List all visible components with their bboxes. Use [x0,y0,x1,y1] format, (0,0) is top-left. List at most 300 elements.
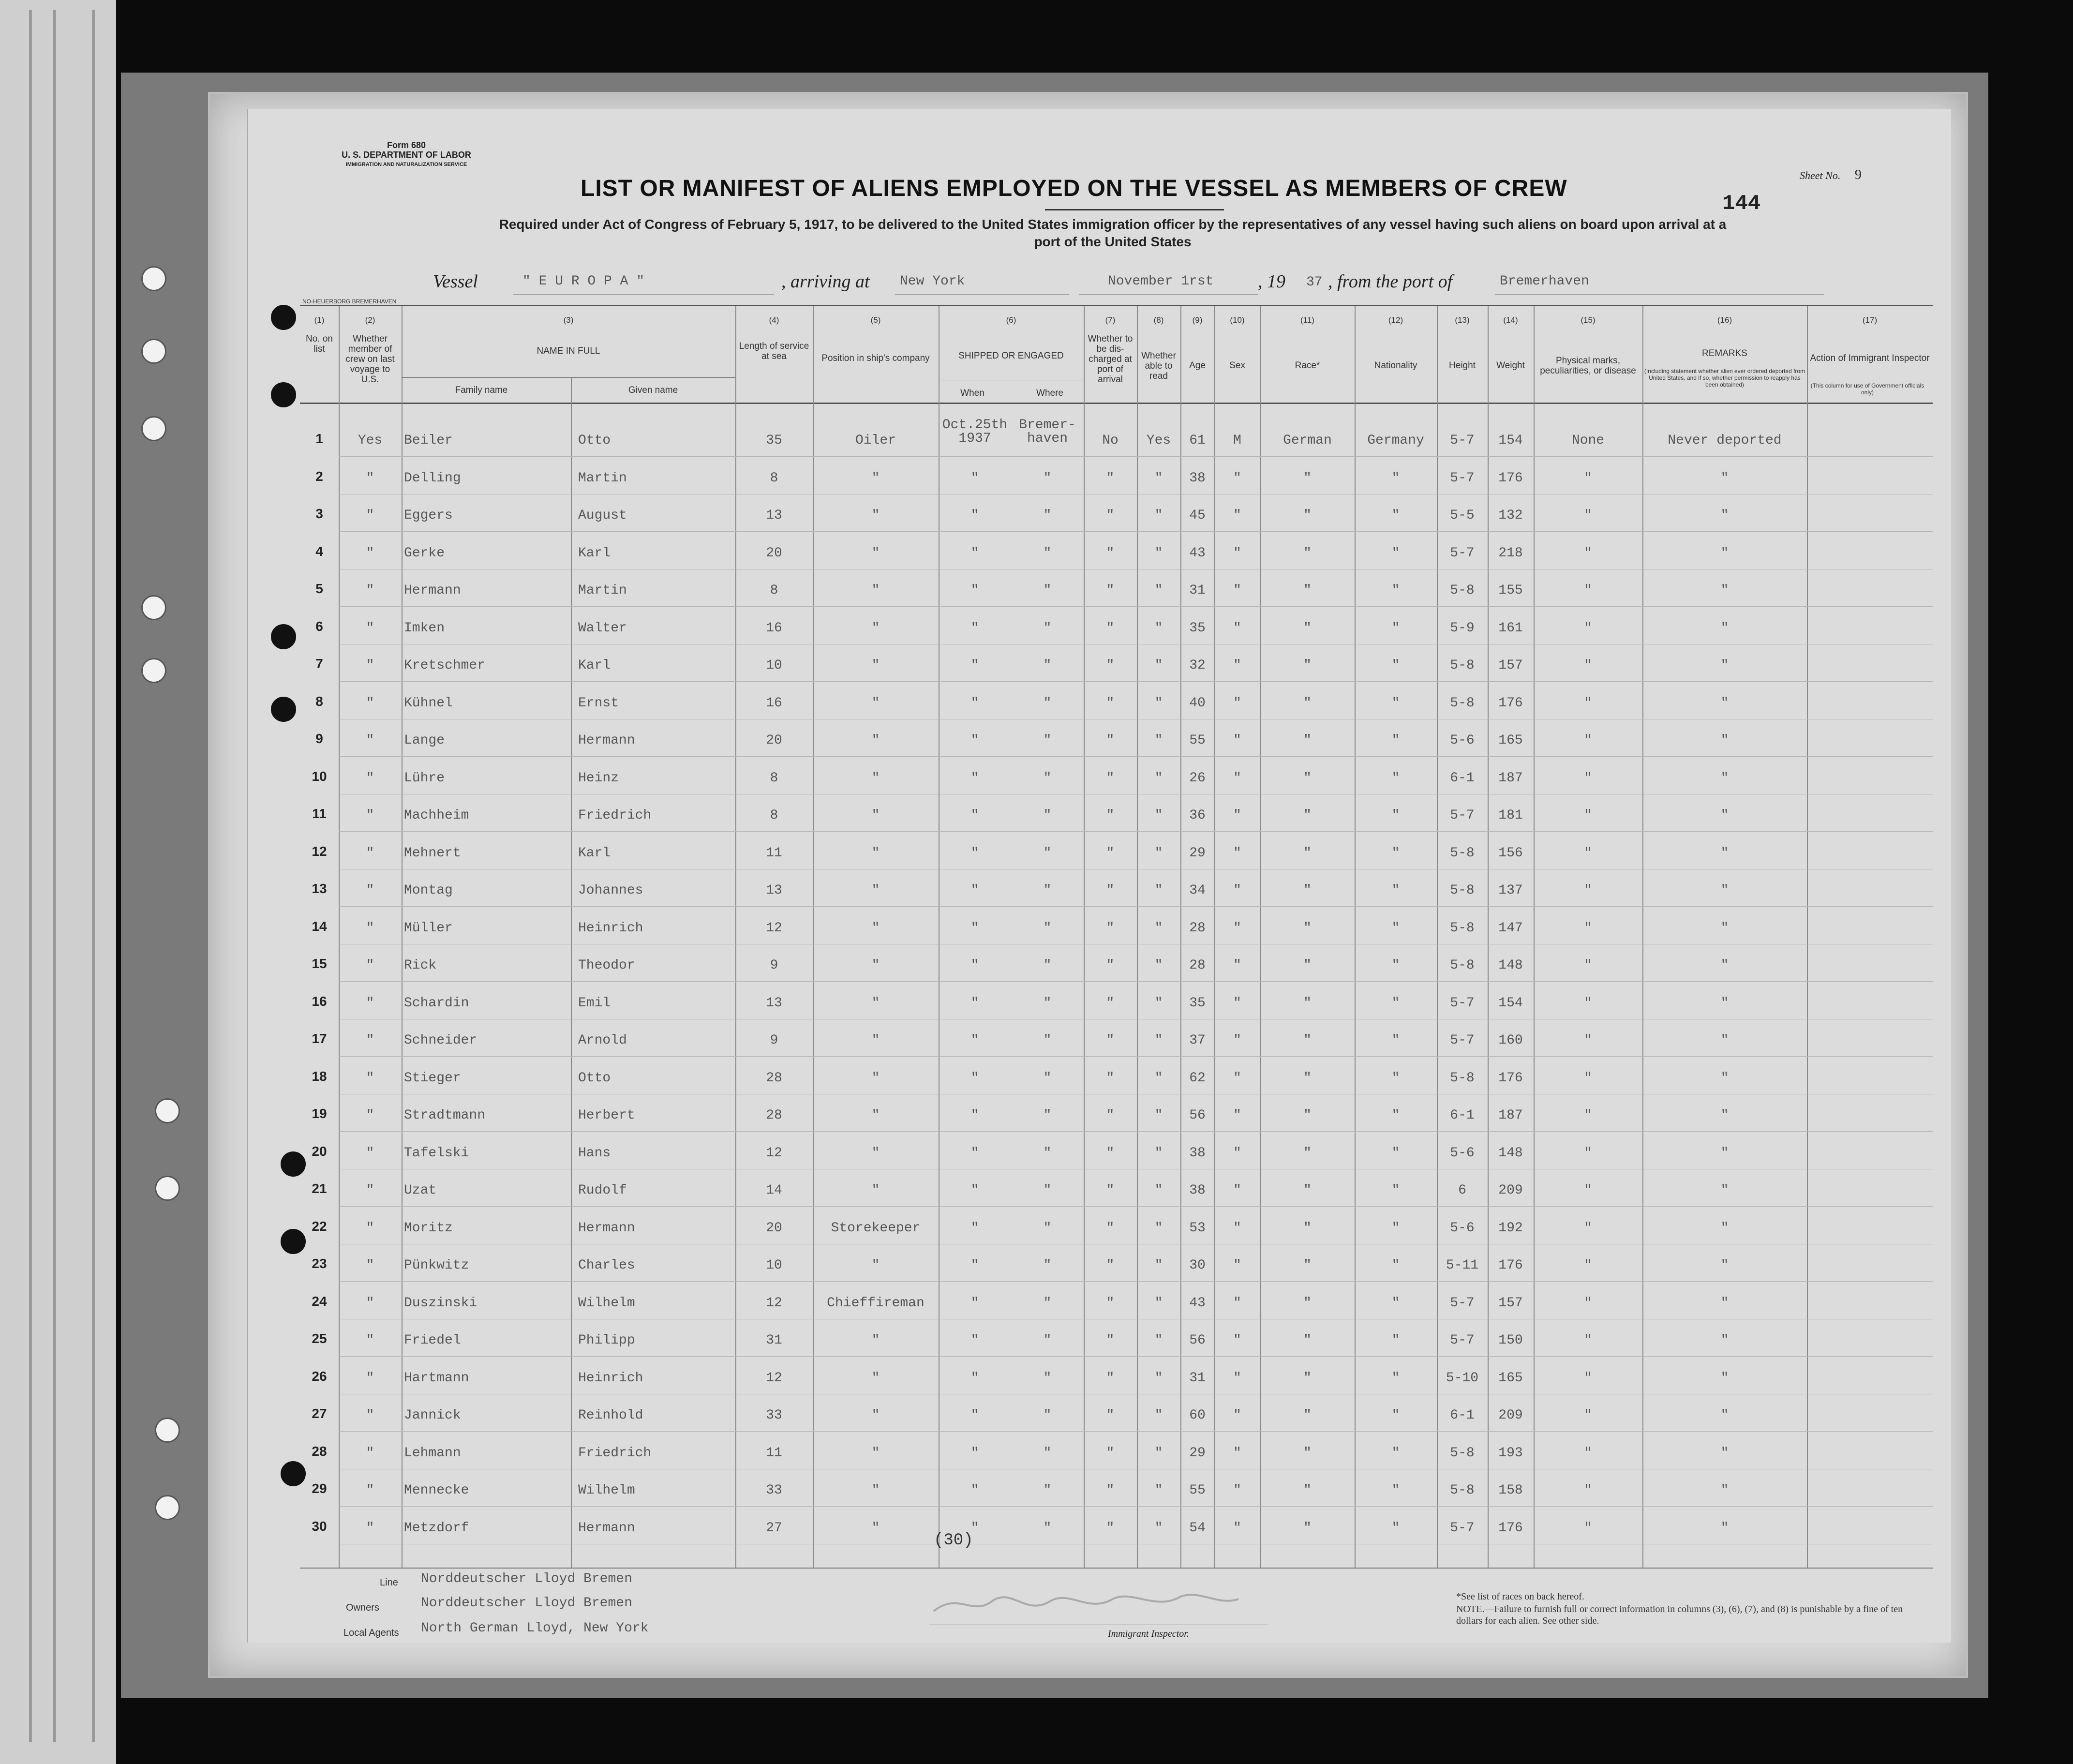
cell-age: 56 [1189,1333,1206,1348]
cell-marks: " [1584,1108,1592,1123]
cell-race: " [1303,883,1312,898]
cell-sex: " [1233,1370,1241,1386]
cell-weight: 155 [1498,583,1523,598]
cell-family: Friedel [404,1333,461,1348]
cell-remarks: " [1720,1483,1729,1498]
cell-where: " [1043,658,1052,673]
cell-marks: " [1584,883,1592,898]
cell-height: 5-7 [1450,545,1475,561]
cell-family: Eggers [404,508,453,523]
cell-crew: " [366,958,374,973]
cell-crew: " [366,1408,374,1423]
cell-race: " [1303,1370,1312,1386]
cell-service: 33 [766,1408,782,1423]
departure-port: Bremerhaven [1500,274,1589,289]
cell-when: " [970,1520,979,1536]
binder-hole [141,416,166,441]
cell-where: " [1043,1258,1052,1273]
arrival-port: New York [900,274,965,289]
cell-family: Stradtmann [404,1108,486,1123]
column-number: (3) [563,315,574,325]
subtitle-line: port of the United States [1034,234,1192,249]
cell-position: " [871,1145,880,1161]
cell-where: " [1043,620,1052,636]
row-number: 24 [312,1293,327,1309]
line-label: Line [380,1577,398,1588]
cell-age: 34 [1189,883,1206,898]
cell-nationality: " [1391,1220,1400,1236]
cell-position: " [871,1070,880,1086]
cell-weight: 209 [1498,1183,1523,1198]
row-number: 11 [312,806,327,821]
cell-weight: 218 [1498,545,1523,561]
cell-marks: " [1584,695,1592,711]
cell-crew: " [366,1295,374,1311]
column-number: (17) [1862,315,1878,325]
cell-remarks: " [1720,1258,1729,1273]
cell-service: 8 [770,470,778,486]
cell-remarks: " [1720,1145,1729,1161]
cell-crew: " [366,545,374,561]
cell-where: " [1043,508,1052,523]
cell-nationality: " [1391,1295,1400,1311]
cell-crew: " [366,1108,374,1123]
cell-when: " [970,1295,979,1311]
column-header: Whether to be dis-charged at port of arrival [1088,334,1133,385]
row-rule [339,1356,1933,1357]
from-port-label: , from the port of [1328,271,1453,292]
row-number: 12 [312,843,327,859]
cell-remarks: " [1720,1033,1729,1048]
owners-value: Norddeutscher Lloyd Bremen [421,1596,632,1611]
cell-position: " [871,845,880,861]
service-name: IMMIGRATION AND NATURALIZATION SERVICE [345,162,467,167]
cell-position: " [871,545,880,561]
binder-hole [155,1176,180,1201]
cell-nationality: " [1391,770,1400,786]
cell-race: " [1303,1108,1312,1123]
cell-height: 5-6 [1450,1220,1475,1236]
cell-marks: " [1584,1333,1592,1348]
cell-age: 40 [1189,695,1206,711]
cell-service: 20 [766,733,782,748]
cell-position: " [871,620,880,636]
cell-position: " [871,470,880,486]
cell-where: " [1043,808,1052,823]
cell-discharged: " [1106,1258,1115,1273]
row-number: 9 [315,731,323,746]
row-number: 15 [312,956,327,971]
cell-where: " [1043,920,1052,936]
cell-race: " [1303,1483,1312,1498]
cell-position: " [871,695,880,711]
cell-discharged: " [1106,1408,1115,1423]
cell-remarks: " [1720,920,1729,936]
cell-nationality: " [1391,620,1400,636]
cell-weight: 157 [1498,658,1523,673]
cell-height: 5-8 [1450,883,1475,898]
cell-where: " [1043,1033,1052,1048]
cell-race: " [1303,695,1312,711]
column-header: SHIPPED OR ENGAGED [958,351,1064,361]
cell-given: Philipp [578,1333,635,1348]
cell-given: Martin [578,470,627,486]
cell-crew: " [366,695,374,711]
cell-crew: " [366,808,374,823]
row-rule [339,1206,1933,1207]
cell-where: " [1043,995,1052,1011]
cell-discharged: " [1106,770,1115,786]
cell-age: 54 [1189,1520,1206,1536]
cell-crew: " [366,770,374,786]
cell-where: " [1043,1445,1052,1461]
cell-where: " [1043,1220,1052,1236]
shipped-when-header: When [960,388,984,398]
cell-marks: " [1584,845,1592,861]
cell-when: " [970,1070,979,1086]
cell-service: 13 [766,508,782,523]
cell-height: 5-8 [1450,1445,1475,1461]
cell-height: 5-10 [1446,1370,1479,1386]
cell-where: " [1043,1183,1052,1198]
cell-crew: Yes [358,433,383,448]
cell-remarks: " [1720,1408,1729,1423]
cell-remarks: " [1720,1520,1729,1536]
line-value: Norddeutscher Lloyd Bremen [421,1571,632,1586]
cell-remarks: " [1720,545,1729,561]
binder-hole [141,658,166,683]
cell-discharged: " [1106,1033,1115,1048]
cell-discharged: " [1106,620,1115,636]
cell-weight: 154 [1498,433,1523,448]
cell-nationality: " [1391,583,1400,598]
owners-label: Owners [346,1602,379,1613]
cell-remarks: Never deported [1668,433,1782,448]
cell-weight: 158 [1498,1483,1523,1498]
cell-weight: 154 [1498,995,1523,1011]
cell-race: " [1303,733,1312,748]
cell-sex: " [1233,1520,1241,1536]
row-number: 5 [315,581,323,596]
cell-remarks: " [1720,1333,1729,1348]
cell-race: " [1303,508,1312,523]
cell-age: 43 [1189,1295,1206,1311]
column-number: (13) [1455,315,1470,325]
cell-family: Lange [404,733,445,748]
cell-height: 5-11 [1446,1258,1479,1273]
cell-sex: " [1233,508,1241,523]
cell-where: " [1043,1370,1052,1386]
cell-age: 62 [1189,1070,1206,1086]
cell-race: " [1303,1258,1312,1273]
cell-where: " [1043,1145,1052,1161]
cell-service: 9 [770,1033,778,1048]
cell-remarks: " [1720,1445,1729,1461]
cell-remarks: " [1720,508,1729,523]
cell-age: 38 [1189,1183,1206,1198]
vessel-name: " E U R O P A " [522,274,645,289]
column-rule [1807,306,1808,1568]
cell-weight: 192 [1498,1220,1523,1236]
cell-discharged: " [1106,1220,1115,1236]
cell-discharged: " [1106,995,1115,1011]
cell-marks: " [1584,1033,1592,1048]
column-number: (11) [1300,315,1314,325]
cell-family: Lehmann [404,1445,461,1461]
cell-weight: 165 [1498,1370,1523,1386]
column-number: (9) [1192,315,1203,325]
binder-hole [271,382,296,407]
cell-age: 29 [1189,845,1206,861]
cell-when: " [970,1445,979,1461]
row-rule [339,531,1933,532]
cell-given: Theodor [578,958,635,973]
cell-when: " [970,658,979,673]
column-number: (6) [1006,315,1016,325]
cell-race: " [1303,1333,1312,1348]
cell-race: " [1303,1295,1312,1311]
row-rule [339,456,1933,457]
cell-when: " [970,1108,979,1123]
table-header-rule [300,403,1933,404]
cell-remarks: " [1720,845,1729,861]
cell-service: 10 [766,658,782,673]
cell-discharged: " [1106,958,1115,973]
cell-sex: " [1233,958,1241,973]
cell-discharged: " [1106,920,1115,936]
cell-position: " [871,920,880,936]
row-number: 17 [312,1031,327,1046]
cell-race: " [1303,470,1312,486]
cell-position: Chieffireman [827,1295,925,1311]
cell-read: " [1154,470,1163,486]
cell-position: " [871,1370,880,1386]
cell-service: 8 [770,808,778,823]
strip-edge-line [53,10,56,1742]
row-number: 23 [312,1256,327,1271]
cell-age: 60 [1189,1408,1206,1423]
cell-nationality: " [1391,845,1400,861]
cell-nationality: " [1391,1408,1400,1423]
cell-nationality: " [1391,1258,1400,1273]
cell-height: 5-8 [1450,845,1475,861]
penalty-note: NOTE.—Failure to furnish full or correct information in columns (3), (6), (7), and (8) is punishable by a fine of ten dollars for each alien. See other side. [1456,1604,1903,1626]
column-header: Whether member of crew on last voyage to U.S. [345,334,395,385]
cell-discharged: " [1106,1520,1115,1536]
cell-weight: 156 [1498,845,1523,861]
cell-discharged: " [1106,1108,1115,1123]
cell-height: 5-7 [1450,433,1475,448]
total-count: (30) [934,1531,973,1550]
cell-where: " [1043,883,1052,898]
cell-sex: " [1233,845,1241,861]
arrival-year: 37 [1306,275,1323,290]
cell-marks: " [1584,1070,1592,1086]
cell-service: 14 [766,1183,782,1198]
cell-remarks: " [1720,1070,1729,1086]
cell-read: " [1154,1108,1163,1123]
cell-sex: " [1233,658,1241,673]
row-number: 7 [315,656,323,671]
cell-service: 20 [766,545,782,561]
row-number: 27 [312,1406,327,1421]
cell-weight: 193 [1498,1445,1523,1461]
cell-family: Duszinski [404,1295,477,1311]
column-number: (12) [1388,315,1403,325]
cell-nationality: " [1391,658,1400,673]
cell-age: 36 [1189,808,1206,823]
cell-height: 5-6 [1450,733,1475,748]
cell-height: 5-8 [1450,658,1475,673]
cell-sex: " [1233,1258,1241,1273]
cell-where: " [1043,583,1052,598]
cell-marks: " [1584,958,1592,973]
cell-when: " [970,1370,979,1386]
cell-when: " [970,883,979,898]
cell-where: " [1043,1408,1052,1423]
cell-height: 5-7 [1450,470,1475,486]
strip-edge-line [92,10,95,1742]
cell-discharged: " [1106,658,1115,673]
cell-crew: " [366,583,374,598]
cell-crew: " [366,920,374,936]
cell-nationality: " [1391,1108,1400,1123]
cell-age: 35 [1189,620,1206,636]
row-number: 3 [315,506,323,521]
cell-when: " [970,920,979,936]
cell-when: " [970,1333,979,1348]
cell-marks: " [1584,470,1592,486]
cell-crew: " [366,1070,374,1086]
column-header: Position in ship's company [821,353,930,363]
binder-hole [141,595,166,620]
column-header: Action of Immigrant Inspector [1810,353,1930,363]
cell-read: " [1154,545,1163,561]
cell-family: Moritz [404,1220,453,1236]
cell-height: 5-7 [1450,995,1475,1011]
cell-weight: 187 [1498,1108,1523,1123]
column-number: (8) [1153,315,1164,325]
cell-where: " [1043,1483,1052,1498]
cell-height: 5-5 [1450,508,1475,523]
column-header: Race* [1295,360,1320,371]
cell-age: 53 [1189,1220,1206,1236]
cell-read: " [1154,1145,1163,1161]
cell-service: 8 [770,583,778,598]
cell-remarks: " [1720,1108,1729,1123]
row-number: 6 [315,618,323,634]
cell-age: 38 [1189,1145,1206,1161]
cell-sex: " [1233,1295,1241,1311]
cell-read: " [1154,1483,1163,1498]
cell-sex: " [1233,695,1241,711]
cell-where: " [1043,1070,1052,1086]
cell-weight: 187 [1498,770,1523,786]
sheet-number: 9 [1854,167,1862,182]
cell-remarks: " [1720,1295,1729,1311]
cell-read: " [1154,620,1163,636]
cell-remarks: " [1720,1183,1729,1198]
cell-when: " [970,770,979,786]
cell-where: " [1043,845,1052,861]
cell-where: " [1043,1520,1052,1536]
cell-age: 32 [1189,658,1206,673]
row-number: 19 [312,1106,327,1121]
cell-weight: 176 [1498,1520,1523,1536]
cell-marks: " [1584,620,1592,636]
cell-family: Pünkwitz [404,1258,469,1273]
cell-nationality: " [1391,508,1400,523]
cell-family: Hermann [404,583,461,598]
cell-read: " [1154,1070,1163,1086]
cell-sex: " [1233,620,1241,636]
cell-service: 8 [770,770,778,786]
cell-given: Charles [578,1258,635,1273]
cell-age: 30 [1189,1258,1206,1273]
row-number: 26 [312,1368,327,1384]
cell-nationality: " [1391,1520,1400,1536]
cell-age: 37 [1189,1033,1206,1048]
column-header: No. on list [306,334,333,354]
row-rule [339,1281,1933,1282]
cell-read: " [1154,658,1163,673]
cell-race: German [1283,433,1332,448]
cell-position: " [871,1108,880,1123]
cell-when: " [970,1183,979,1198]
cell-given: Heinz [578,770,619,786]
binder-hole [141,266,166,291]
printer-mark: NO-HEUERBORG BREMERHAVEN [302,298,397,305]
cell-height: 5-7 [1450,1033,1475,1048]
row-rule [339,756,1933,757]
row-number: 20 [312,1143,327,1159]
column-number: (7) [1105,315,1116,325]
cell-family: Tafelski [404,1145,469,1161]
cell-when: " [970,583,979,598]
row-rule [339,1431,1933,1432]
binder-hole [271,624,296,649]
cell-weight: 181 [1498,808,1523,823]
column-number: (16) [1717,315,1732,325]
binder-hole [155,1098,180,1123]
row-number: 21 [312,1181,327,1196]
cell-discharged: " [1106,470,1115,486]
cell-when: " [970,1145,979,1161]
cell-sex: " [1233,545,1241,561]
cell-position: " [871,733,880,748]
remarks-note: (Including statement whether alien ever ordered deported from United States, and if so, whether permission to reapply has been obtained) [1644,368,1805,388]
cell-age: 31 [1189,583,1206,598]
subtitle-line: Required under Act of Congress of February 5, 1917, to be delivered to the United States immigration officer by the representatives of any vessel having such aliens on board upon arrival at a [499,217,1727,232]
cell-when: " [970,1483,979,1498]
cell-read: " [1154,1333,1163,1348]
cell-age: 35 [1189,995,1206,1011]
cell-where: " [1043,733,1052,748]
form-number: Form 680 [387,140,426,150]
cell-remarks: " [1720,620,1729,636]
shipped-where-header: Where [1036,388,1063,398]
cell-family: Hartmann [404,1370,469,1386]
cell-where: Bremer- haven [1019,418,1076,446]
cell-age: 26 [1189,770,1206,786]
cell-discharged: " [1106,845,1115,861]
cell-given: Friedrich [578,1445,652,1461]
cell-sex: " [1233,583,1241,598]
cell-age: 56 [1189,1108,1206,1123]
cell-crew: " [366,658,374,673]
cell-nationality: " [1391,995,1400,1011]
cell-sex: " [1233,1145,1241,1161]
